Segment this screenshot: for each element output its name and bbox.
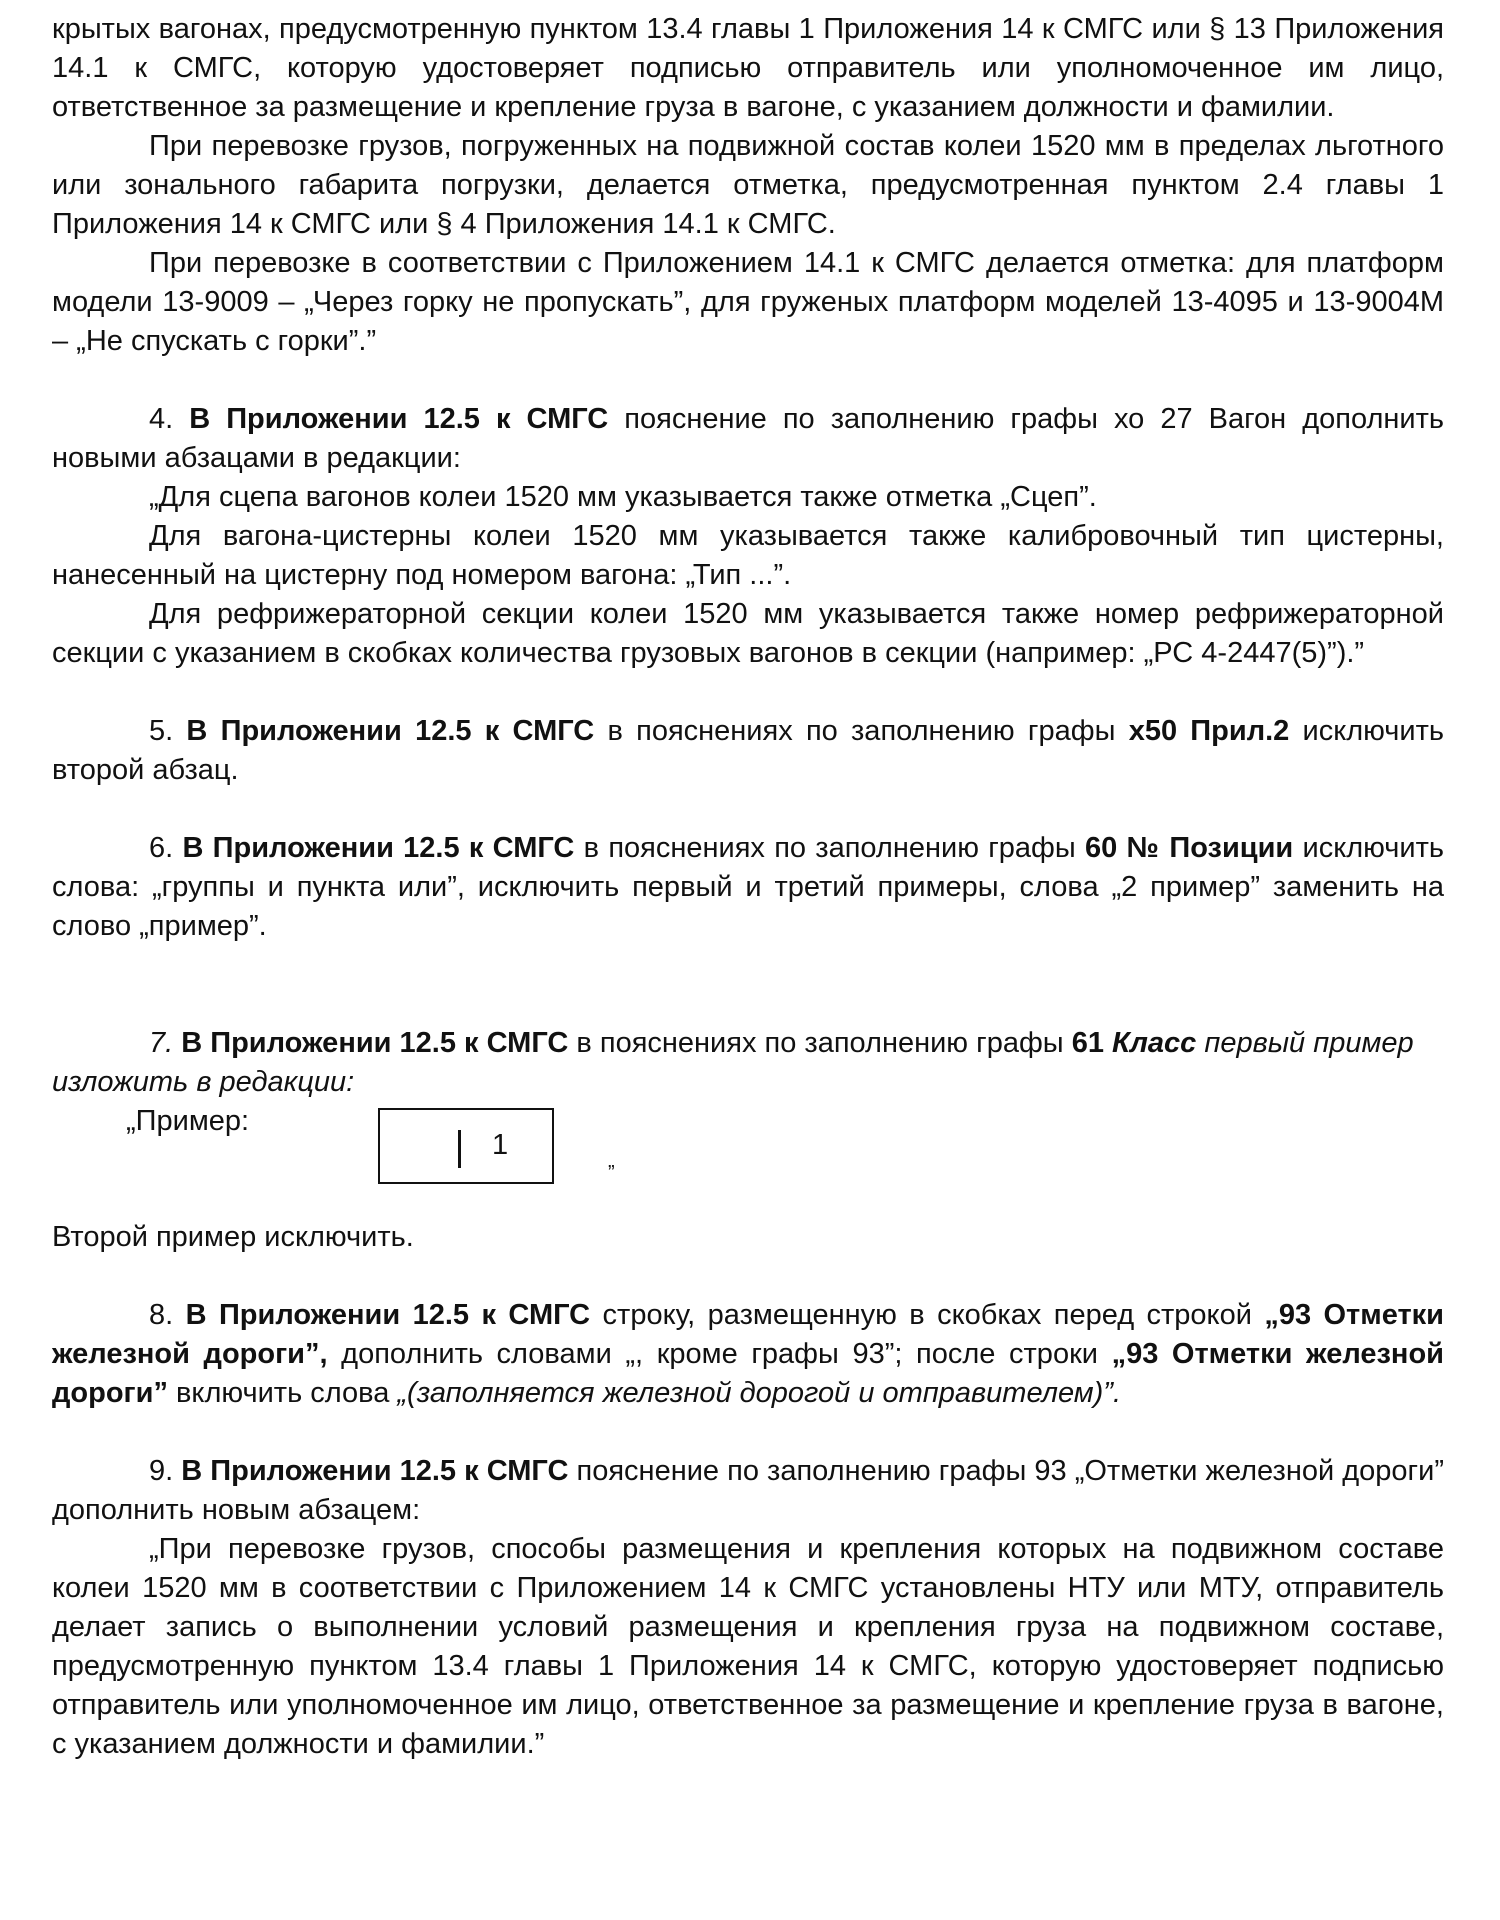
item-4-paragraph-c: Для рефрижераторной секции колеи 1520 мм указывается также номер рефрижераторной секции с указанием в скобках количества грузовых вагонов в секции (например: „РС 4-2447(5)”).” <box>52 598 1444 669</box>
paragraph-platform-marks: При перевозке в соответствии с Приложением 14.1 к СМГС делается отметка: для платформ модели 13-9009 – „Через горку не пропускать”, для груженых платформ моделей 13-4095 и 13-9004М – „Не спускать с горки”.” <box>52 247 1444 357</box>
item-4-paragraph-b: Для вагона-цистерны колеи 1520 мм указывается также калибровочный тип цистерны, нанесенный на цистерну под номером вагона: „Тип ...”. <box>52 520 1444 591</box>
item-number: 5. <box>149 715 187 747</box>
item-text: пояснение по заполнению графы хо 27 Вагон дополнить новыми абзацами в редакции: <box>52 403 1444 474</box>
item-7-after: Второй пример исключить. <box>52 1221 414 1253</box>
item-bold: В Приложении 12.5 к СМГС <box>185 1299 591 1331</box>
item-text: включить слова <box>167 1377 398 1409</box>
item-number: 8. <box>149 1299 186 1331</box>
item-bold: В Приложении 12.5 к СМГС <box>181 1027 569 1059</box>
item-bold-italic: Класс <box>1112 1027 1197 1059</box>
item-text: в пояснениях по заполнению графы <box>594 715 1129 747</box>
item-bold: В Приложении 12.5 к СМГС <box>182 832 575 864</box>
item-7 <box>52 1024 1444 1102</box>
example-value: 1 <box>492 1129 509 1161</box>
item-italic: первый пример изложить в редакции: <box>52 1027 1414 1098</box>
paragraph-loading-gauge: При перевозке грузов, погруженных на подвижной состав колеи 1520 мм в пределах льготного или зонального габарита погрузки, делается отметка, предусмотренная пунктом 2.4 главы 1 Приложения 14 к СМГС или § 4 Приложения 14.1 к СМГС. <box>52 130 1444 240</box>
item-8 <box>52 1296 1444 1413</box>
item-text: в пояснениях по заполнению графы <box>568 1027 1072 1059</box>
item-number: 4. <box>149 403 190 435</box>
item-number: 6. <box>149 832 183 864</box>
item-text: пояснение по заполнению графы 93 „Отметки железной дороги” дополнить новым абзацем: <box>52 1455 1444 1526</box>
item-text: исключить слова: „группы и пункта или”, исключить первый и третий примеры, слова „2 пример” заменить на слово „пример”. <box>52 832 1444 942</box>
item-9 <box>52 1452 1444 1530</box>
item-bold: x50 Прил.2 <box>1128 715 1290 747</box>
item-bold: 60 № Позиции <box>1085 832 1294 864</box>
item-bold: „93 Отметки железной дороги” <box>52 1338 1444 1409</box>
item-text: исключить второй абзац. <box>52 715 1444 786</box>
example-divider <box>458 1130 461 1168</box>
item-number: 9. <box>149 1455 182 1487</box>
item-number: 7. <box>149 1027 182 1059</box>
item-italic: „(заполняется железной дорогой и отправителем)”. <box>397 1377 1122 1409</box>
item-bold: В Приложении 12.5 к СМГС <box>186 715 595 747</box>
item-bold: В Приложении 12.5 к СМГС <box>189 403 609 435</box>
item-5 <box>52 712 1444 790</box>
item-text: строку, размещенную в скобках перед строкой <box>590 1299 1265 1331</box>
example-block <box>52 1102 1444 1218</box>
item-4 <box>52 400 1444 478</box>
item-4-paragraph-a: „Для сцепа вагонов колеи 1520 мм указывается также отметка „Сцеп”. <box>149 481 1097 513</box>
item-text: в пояснениях по заполнению графы <box>574 832 1086 864</box>
item-9-paragraph-a: „При перевозке грузов, способы размещения и крепления которых на подвижном составе колеи 1520 мм в соответствии с Приложением 14 к СМГС установлены НТУ или МТУ, отправитель делает запись о выполнении условий размещения и крепления груза на подвижном составе, предусмотренную пунктом 13.4 главы 1 Приложения 14 к СМГС, которую удостоверяет подписью отправитель или уполномоченное им лицо, ответственное за размещение и крепление груза в вагоне, с указанием должности и фамилии.” <box>52 1533 1444 1760</box>
paragraph-continuation: крытых вагонах, предусмотренную пунктом 13.4 главы 1 Приложения 14 к СМГС или § 13 Приложения 14.1 к СМГС, которую удостоверяет подписью отправитель или уполномоченное им лицо, ответственное за размещение и крепление груза в вагоне, с указанием должности и фамилии. <box>52 13 1444 123</box>
example-closing-quote: „ <box>608 1150 615 1172</box>
item-text: дополнить словами „, кроме графы 93”; после строки <box>327 1338 1112 1370</box>
example-box <box>378 1108 554 1184</box>
item-bold: В Приложении 12.5 к СМГС <box>181 1455 569 1487</box>
item-6 <box>52 829 1444 946</box>
item-bold: „93 Отметки железной дороги”, <box>52 1299 1444 1370</box>
item-bold: 61 <box>1071 1027 1113 1059</box>
example-label: „Пример: <box>126 1105 250 1137</box>
document-page <box>52 10 1444 1764</box>
